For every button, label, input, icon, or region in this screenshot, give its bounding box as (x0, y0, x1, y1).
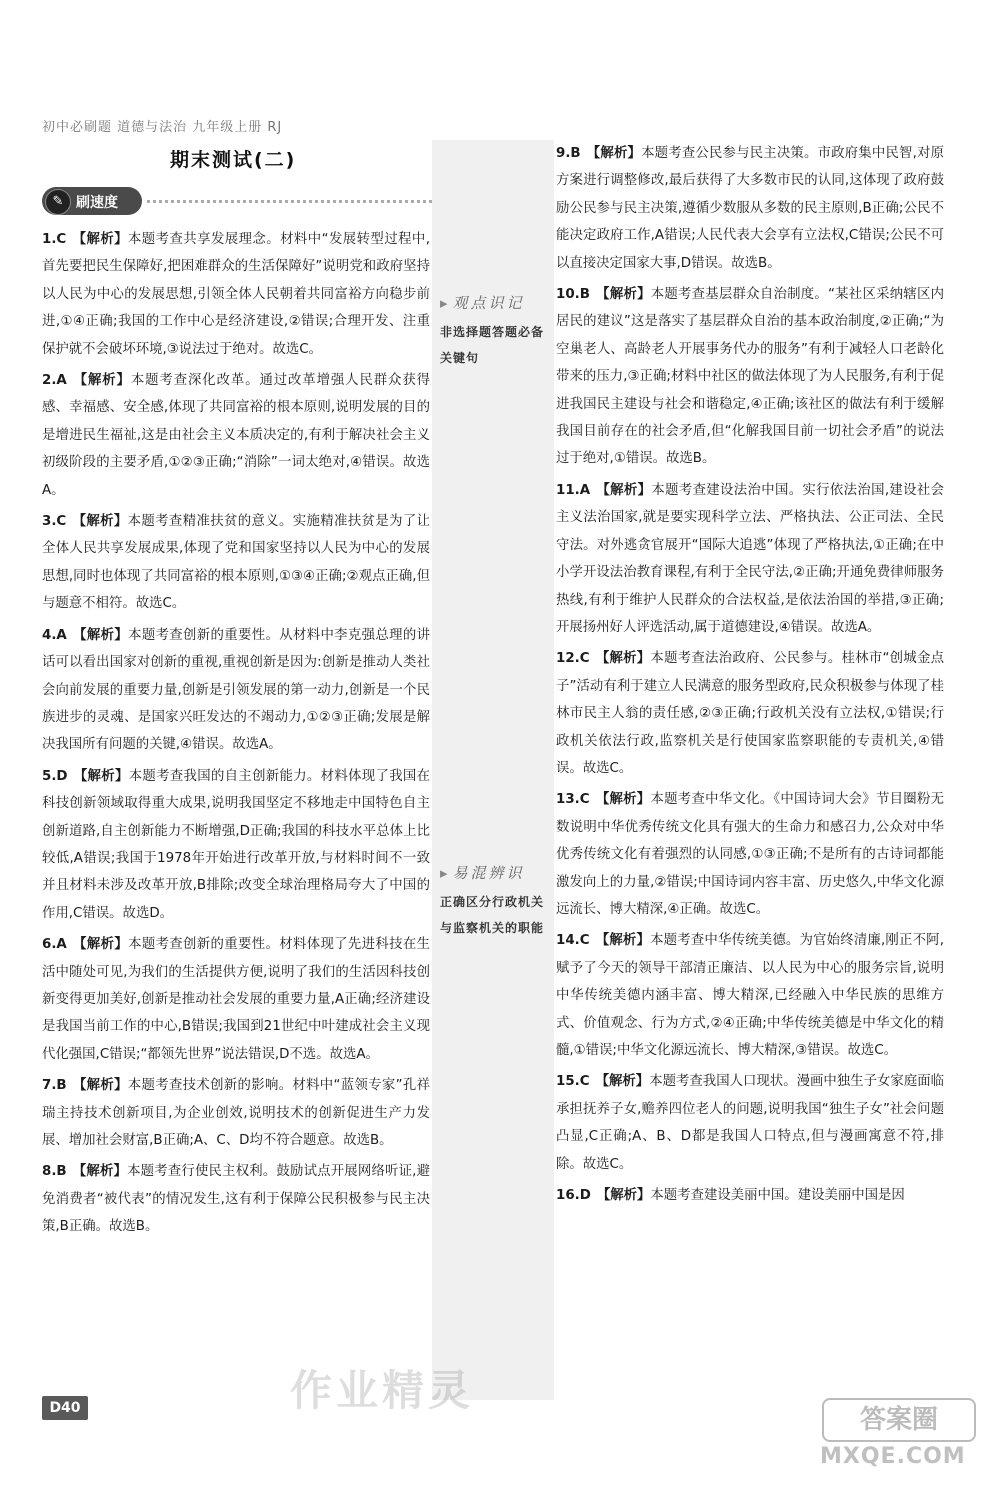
answer-item: 13.C 【解析】本题考查中华文化。《中国诗词大会》节目圈粉无数说明中华优秀传统文化具有强大的生命力和感召力,公众对中华优秀传统文化有着强烈的认同感,①③正确;不是所有的古诗词都能激发向上的力量,②错误;中国诗词内容丰富、历史悠久,中华文化源远流长、博大精深,④正确。故选C。 (556, 792, 944, 917)
left-column (42, 226, 430, 1245)
answer-item: 8.B 【解析】本题考查行使民主权利。鼓励试点开展网络听证,避免消费者“被代表”的情况发生,这有利于保障公民积极参与民主决策,B正确。故选B。 (42, 1164, 430, 1235)
answer-item: 10.B 【解析】本题考查基层群众自治制度。“某社区采纳辖区内居民的建议”这是落实了基层群众自治的基本政治制度,②正确;“为空巢老人、高龄老人开展事务代办的服务”有利于减轻人口老龄化带来的压力,③正确;材料中社区的做法体现了为人民服务,有利于促进我国民主建设与社会和谐稳定,④正确;该社区的做法有利于缓解我国目前存在的社会矛盾,但“化解我国目前一切社会矛盾”的说法过于绝对,①错误。故选B。 (556, 287, 945, 467)
margin-note-2 (440, 862, 550, 941)
dotted-divider (147, 200, 432, 203)
answer-item: 4.A 【解析】本题考查创新的重要性。从材料中李克强总理的讲话可以看出国家对创新的重视,重视创新是因为:创新是推动人类社会向前发展的重要力量,创新是引领发展的第一动力,创新是一个民族进步的灵魂、是国家兴旺发达的不竭动力,①②③正确;发展是解决我国所有问题的关键,④错误。故选A。 (42, 627, 431, 753)
answer-item: 12.C 【解析】本题考查法治政府、公民参与。桂林市“创城金点子”活动有利于建立人民满意的服务型政府,民众积极参与体现了桂林市民主人翁的责任感,②③正确;行政机关没有立法权,①错误;行政机关依法行政,监察机关是行使国家监察职能的专责机关,④错误。故选C。 (556, 651, 944, 776)
pencil-icon: ✎ (45, 189, 71, 215)
right-column (556, 140, 944, 1213)
answer-item: 1.C 【解析】本题考查共享发展理念。材料中“发展转型过程中,首先要把民生保障好,把困难群众的生活保障好”说明党和政府坚持以人民为中心的发展思想,引领全体人民朝着共同富裕方向稳步前进,①④正确;我国的工作中心是经济建设,②错误;合理开发、注重保护就不会破坏环境,③说法过于绝对。故选C。 (42, 232, 430, 357)
page-number: D40 (42, 1396, 88, 1420)
book-header: 初中必刷题 道德与法治 九年级上册 RJ (42, 120, 283, 135)
answer-item: 9.B 【解析】本题考查公民参与民主决策。市政府集中民智,对原方案进行调整修改,最后获得了大多数市民的认同,这体现了政府鼓励公民参与民主决策,遵循少数服从多数的民主原则,B正确;公民不能决定政府工作,A错误;人民代表大会享有立法权,C错误;公民不可以直接决定国家大事,D错误。故选B。 (556, 146, 944, 271)
section-tag (42, 187, 432, 217)
answer-item: 14.C 【解析】本题考查中华传统美德。为官始终清廉,刚正不阿,赋予了今天的领导干部清正廉洁、以人民为中心的服务宗旨,说明中华传统美德内涵丰富、博大精深,已经融入中华民族的思维方式、价值观念、行为方式,②④正确;中华传统美德是中华文化的精髓,①错误;中华文化源远流长、博大精深,③错误。故选C。 (556, 933, 945, 1058)
arrow-icon: ▸ (440, 294, 451, 312)
arrow-icon: ▸ (440, 864, 451, 882)
watermark-url: MXQE.COM (820, 1444, 966, 1469)
watermark-logo: 答案圈 (822, 1398, 976, 1442)
answer-item: 15.C 【解析】本题考查我国人口现状。漫画中独生子女家庭面临承担抚养子女,赡养四位老人的问题,说明我国“独生子女”社会问题凸显,C正确;A、B、D都是我国人口特点,但与漫画寓意不符,排除。故选C。 (556, 1074, 945, 1172)
margin-note-body: 正确区分行政机关与监察机关的职能 (440, 895, 545, 935)
speed-label: 刷速度 (76, 195, 118, 211)
answer-item: 3.C 【解析】本题考查精准扶贫的意义。实施精准扶贫是为了让全体人民共享发展成果,体现了党和国家坚持以人民为中心的发展思想,同时也体现了共同富裕的根本原则,①③④正确;②观点正确,但与题意不相符。故选C。 (42, 514, 431, 612)
answer-item: 7.B 【解析】本题考查技术创新的影响。材料中“蓝领专家”孔祥瑞主持技术创新项目,为企业创效,说明技术的创新促进生产力发展、增加社会财富,B正确;A、C、D均不符合题意。故选B。 (42, 1078, 431, 1148)
margin-note-body: 非选择题答题必备关键句 (440, 325, 545, 365)
answer-item: 5.D 【解析】本题考查我国的自主创新能力。材料体现了我国在科技创新领域取得重大成果,说明我国坚定不移地走中国特色自主创新道路,自主创新能力不断增强,D正确;我国的科技水平总体上比较低,A错误;我国于1978年开始进行改革开放,与材料时间不一致并且材料未涉及改革开放,B排除;改变全球治理格局夸大了中国的作用,C错误。故选D。 (42, 768, 431, 921)
speed-badge (42, 187, 142, 215)
answer-item: 16.D 【解析】本题考查建设美丽中国。建设美丽中国是因 (556, 1188, 905, 1204)
page-title: 期末测试(二) (170, 149, 297, 171)
answer-item: 11.A 【解析】本题考查建设法治中国。实行依法治国,建设社会主义法治国家,就是要实现科学立法、严格执法、公正司法、全民守法。对外逃贪官展开“国际大追逃”体现了严格执法,①正确;在中小学开设法治教育课程,有利于全民守法,②正确;开通免费律师服务热线,有利于维护人民群众的合法权益,是依法治国的举措,③正确;开展扬州好人评选活动,属于道德建设,④错误。故选A。 (556, 482, 945, 635)
margin-note-head: 易混辨识 (452, 864, 525, 882)
watermark-text: 作业精灵 (290, 1366, 475, 1415)
answer-item: 2.A 【解析】本题考查深化改革。通过改革增强人民群众获得感、幸福感、安全感,体现了共同富裕的根本原则,说明发展的目的是增进民生福祉,这是由社会主义本质决定的,有利于解决社会主义初级阶段的主要矛盾,①②③正确;“消除”一词太绝对,④错误。故选A。 (42, 373, 431, 498)
margin-note-1 (440, 292, 550, 371)
answer-item: 6.A 【解析】本题考查创新的重要性。材料体现了先进科技在生活中随处可见,为我们的生活提供方便,说明了我们的生活因科技创新变得更加美好,创新是推动社会发展的重要力量,A正确;经济建设是我国当前工作的中心,B错误;我国到21世纪中叶建成社会主义现代化强国,C错误;“都领先世界”说法错误,D不选。故选A。 (42, 937, 431, 1062)
margin-note-head: 观点识记 (452, 294, 525, 312)
